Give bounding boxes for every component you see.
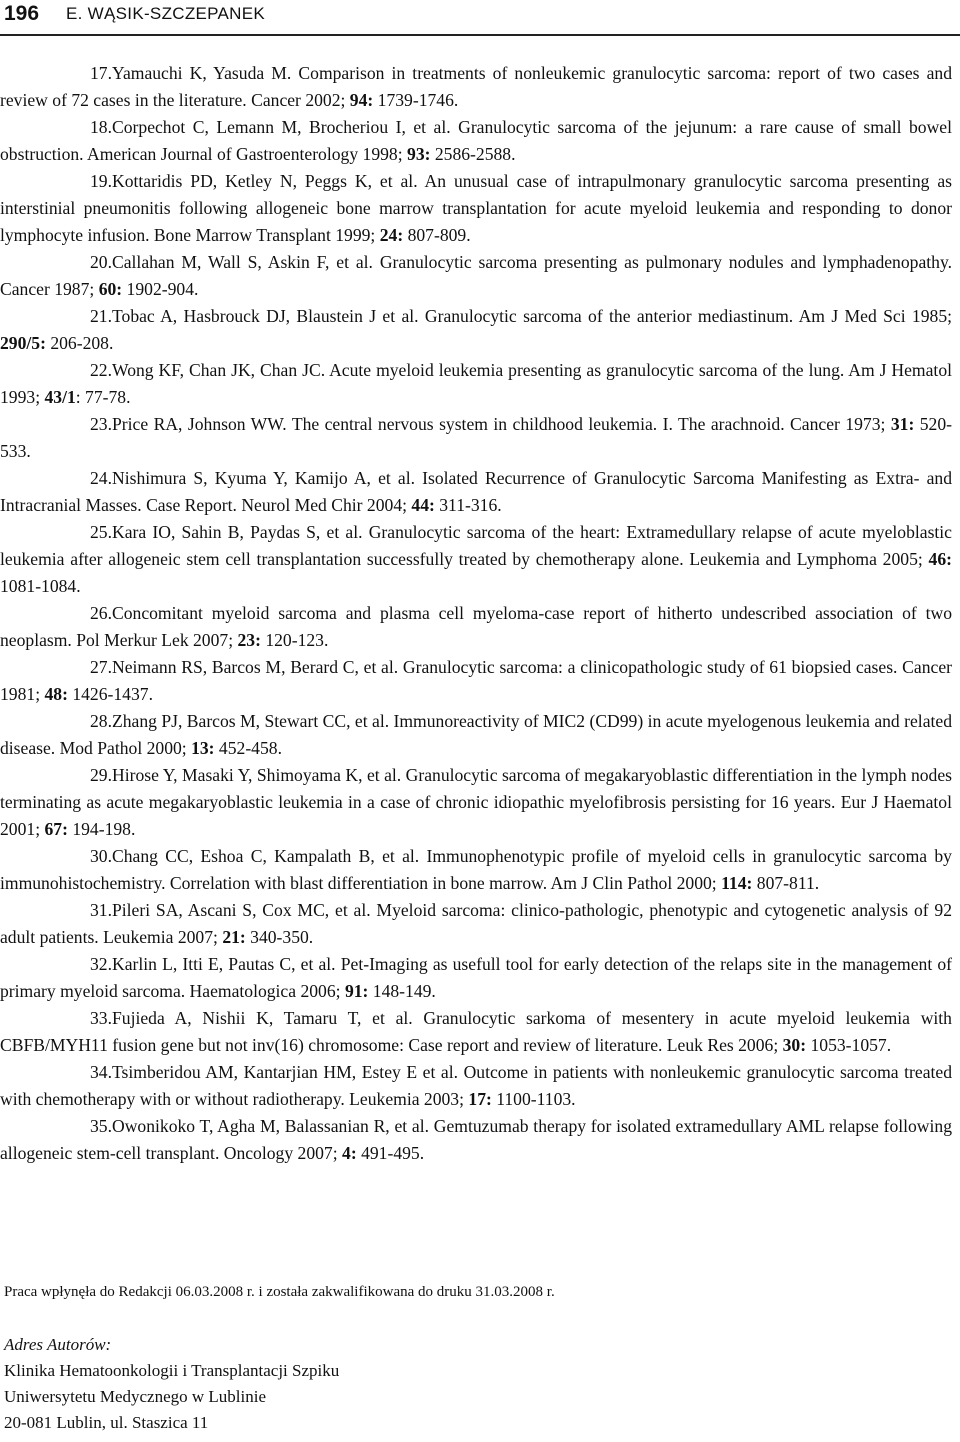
reference-number: 20. [90, 252, 112, 272]
reference-item [0, 600, 952, 654]
running-head: E. WĄSIK-SZCZEPANEK [66, 4, 266, 23]
reference-item [0, 762, 952, 843]
reference-text: Granulocytic sarcoma presenting as pulmonary nodules and lymphadenopathy. Cancer 1987; [0, 252, 952, 299]
reference-volume: 94: [349, 90, 374, 110]
reference-volume: 24: [379, 225, 404, 245]
reference-volume: 31: [890, 414, 915, 434]
reference-authors: Callahan M, Wall S, Askin F, et al. [112, 252, 373, 272]
reference-item [0, 1005, 952, 1059]
reference-pages: 1053-1057. [806, 1035, 892, 1055]
reference-authors: Hirose Y, Masaki Y, Shimoyama K, et al. [112, 765, 402, 785]
reference-text: An unusual case of intrapulmonary granulocytic sarcoma presenting as interstinial pneumonitis following allogeneic bone marrow transplantation for acute myeloid leukemia and responding to donor lymphocyte infusion. Bone Marrow Transplant 1999; [0, 171, 952, 245]
reference-item [0, 60, 952, 114]
received-note: Praca wpłynęła do Redakcji 06.03.2008 r. i została zakwalifikowana do druku 31.03.2008 r. [4, 1284, 555, 1300]
reference-authors: Corpechot C, Lemann M, Brocheriou I, et al. [112, 117, 451, 137]
reference-pages: 1426-1437. [67, 684, 153, 704]
reference-authors: Neimann RS, Barcos M, Berard C, et al. [112, 657, 399, 677]
reference-authors: Price RA, Johnson WW. [112, 414, 287, 434]
page-number: 196 [4, 2, 40, 25]
reference-text: Granulocytic sarcoma of the anterior mediastinum. Am J Med Sci 1985; [418, 306, 953, 326]
reference-text: Granulocytic sarcoma of megakaryoblastic differentiation in the lymph nodes terminating as acute megakaryoblastic leukemia in a case of chronic idiopathic myelofibrosis persisting for 16 years. Eur J Haematol 2001; [0, 765, 952, 839]
reference-item [0, 708, 952, 762]
reference-volume: 30: [782, 1035, 807, 1055]
reference-number: 25. [90, 522, 112, 542]
reference-number: 30. [90, 846, 112, 866]
reference-authors: Owonikoko T, Agha M, Balassanian R, et al. [112, 1116, 430, 1136]
reference-number: 31. [90, 900, 112, 920]
reference-pages: 206-208. [45, 333, 114, 353]
reference-authors: Zhang PJ, Barcos M, Stewart CC, et al. [112, 711, 390, 731]
reference-authors: Tsimberidou AM, Kantarjian HM, Estey E et al. [112, 1062, 459, 1082]
reference-volume: 48: [44, 684, 68, 704]
reference-item [0, 897, 952, 951]
reference-number: 22. [90, 360, 112, 380]
reference-volume: 91: [344, 981, 369, 1001]
reference-pages: 1100-1103. [491, 1089, 576, 1109]
reference-pages: 1902-904. [122, 279, 199, 299]
reference-authors: Kottaridis PD, Ketley N, Peggs K, et al. [112, 171, 418, 191]
reference-text: Comparison in treatments of nonleukemic granulocytic sarcoma: report of two cases and review of 72 cases in the literature. Cancer 2002; [0, 63, 952, 110]
reference-number: 29. [90, 765, 112, 785]
reference-volume: 60: [98, 279, 123, 299]
reference-authors: Yamauchi K, Yasuda M. [112, 63, 292, 83]
reference-text: Immunoreactivity of MIC2 (CD99) in acute myelogenous leukemia and related disease. Mod Pathol 2000; [0, 711, 952, 758]
reference-volume: 13: [191, 738, 215, 758]
reference-text: Granulocytic sarcoma: a clinicopathologic study of 61 biopsied cases. Cancer 1981; [0, 657, 952, 704]
reference-volume: 17: [468, 1089, 492, 1109]
reference-item [0, 114, 952, 168]
reference-item [0, 519, 952, 600]
reference-pages: 1081-1084. [0, 576, 81, 596]
reference-number: 18. [90, 117, 112, 137]
reference-authors: Karlin L, Itti E, Pautas C, et al. [112, 954, 336, 974]
reference-pages: : 77-78. [75, 387, 131, 407]
reference-item [0, 654, 952, 708]
reference-number: 32. [90, 954, 112, 974]
address-line: Klinika Hematoonkologii i Transplantacji Szpiku [4, 1361, 340, 1380]
reference-item [0, 357, 952, 411]
reference-text: Myeloid sarcoma: clinico-pathologic, phenotypic and cytogenetic analysis of 92 adult patients. Leukemia 2007; [0, 900, 952, 947]
reference-item [0, 411, 952, 465]
reference-pages: 340-350. [245, 927, 314, 947]
reference-pages: 120-123. [260, 630, 329, 650]
reference-authors: Fujieda A, Nishii K, Tamaru T, et al. [112, 1008, 413, 1028]
reference-text: Pet-Imaging as usefull tool for early detection of the relaps site in the management of primary myeloid sarcoma. Haematologica 2006; [0, 954, 952, 1001]
reference-authors: Pileri SA, Ascani S, Cox MC, et al. [112, 900, 371, 920]
reference-number: 27. [90, 657, 112, 677]
reference-pages: 2586-2588. [430, 144, 516, 164]
reference-pages: 491-495. [356, 1143, 425, 1163]
address-line: Uniwersytetu Medycznego w Lublinie [4, 1387, 267, 1406]
reference-item [0, 465, 952, 519]
reference-number: 28. [90, 711, 112, 731]
reference-authors: Chang CC, Eshoa C, Kampalath B, et al. [112, 846, 420, 866]
reference-number: 17. [90, 63, 112, 83]
reference-authors: Nishimura S, Kyuma Y, Kamijo A, et al. [112, 468, 416, 488]
reference-item [0, 1059, 952, 1113]
reference-number: 34. [90, 1062, 112, 1082]
address-heading: Adres Autorów: [4, 1335, 112, 1354]
reference-item [0, 168, 952, 249]
reference-item [0, 303, 952, 357]
reference-text: Isolated Recurrence of Granulocytic Sarcoma Manifesting as Extra- and Intracranial Masses. Case Report. Neurol Med Chir 2004; [0, 468, 953, 515]
reference-text: Outcome in patients with nonleukemic granulocytic sarcoma treated with chemotherapy with or without radiotherapy. Leukemia 2003; [0, 1062, 952, 1109]
page-header [0, 0, 960, 36]
reference-volume: 93: [407, 144, 431, 164]
reference-authors: Kara IO, Sahin B, Paydas S, et al. [112, 522, 363, 542]
reference-number: 23. [90, 414, 112, 434]
reference-number: 26. [90, 603, 112, 623]
reference-list [0, 60, 952, 1167]
reference-pages: 807-811. [752, 873, 820, 893]
reference-pages: 311-316. [434, 495, 502, 515]
reference-number: 35. [90, 1116, 112, 1136]
reference-volume: 21: [222, 927, 246, 947]
reference-number: 24. [90, 468, 112, 488]
reference-pages: 520-533. [0, 414, 952, 461]
reference-authors: Concomitant myeloid sarcoma and plasma cell myeloma-case report of hitherto undescribed association of two neoplasm. [0, 603, 952, 650]
reference-volume: 4: [342, 1143, 357, 1163]
reference-volume: 290/5: [0, 333, 46, 353]
reference-number: 33. [90, 1008, 112, 1028]
reference-pages: 148-149. [368, 981, 436, 1001]
reference-item [0, 249, 952, 303]
reference-authors: Wong KF, Chan JK, Chan JC. [112, 360, 326, 380]
reference-volume: 46: [928, 549, 952, 569]
reference-item [0, 951, 952, 1005]
reference-item [0, 1113, 952, 1167]
reference-pages: 194-198. [67, 819, 136, 839]
reference-text: Pol Merkur Lek 2007; [71, 630, 238, 650]
reference-text: Immunophenotypic profile of myeloid cells in granulocytic sarcoma by immunohistochemistry. Correlation with blast differentiation in bone marrow. Am J Clin Pathol 2000; [0, 846, 952, 893]
reference-text: Granulocytic sarcoma of the heart: Extramedullary relapse of acute myeloblastic leukemia after allogeneic stem cell transplantation successfully treated by chemotherapy alone. Leukemia and Lymphoma 2005; [0, 522, 952, 569]
reference-number: 19. [90, 171, 112, 191]
reference-authors: Tobac A, Hasbrouck DJ, Blaustein J et al. [112, 306, 419, 326]
reference-text: Granulocytic sarkoma of mesentery in acute myeloid leukemia with CBFB/MYH11 fusion gene but not inv(16) chromosome: Case report and review of literature. Leuk Res 2006; [0, 1008, 952, 1055]
reference-volume: 43/1 [44, 387, 76, 407]
reference-text: Granulocytic sarcoma of the jejunum: a rare cause of small bowel obstruction. American Journal of Gastroenterology 1998; [0, 117, 953, 164]
address-line: 20-081 Lublin, ul. Staszica 11 [4, 1413, 209, 1432]
reference-text: The central nervous system in childhood leukemia. I. The arachnoid. Cancer 1973; [286, 414, 891, 434]
reference-volume: 23: [237, 630, 261, 650]
reference-pages: 1739-1746. [373, 90, 459, 110]
reference-volume: 44: [411, 495, 435, 515]
reference-volume: 114: [721, 873, 753, 893]
reference-text: Acute myeloid leukemia presenting as granulocytic sarcoma of the lung. Am J Hematol 1993; [0, 360, 953, 407]
reference-item [0, 843, 952, 897]
reference-pages: 807-809. [403, 225, 471, 245]
reference-number: 21. [90, 306, 112, 326]
reference-pages: 452-458. [214, 738, 282, 758]
reference-text: Gemtuzumab therapy for isolated extramedullary AML relapse following allogeneic stem-cell transplant. Oncology 2007; [0, 1116, 952, 1163]
reference-volume: 67: [44, 819, 68, 839]
